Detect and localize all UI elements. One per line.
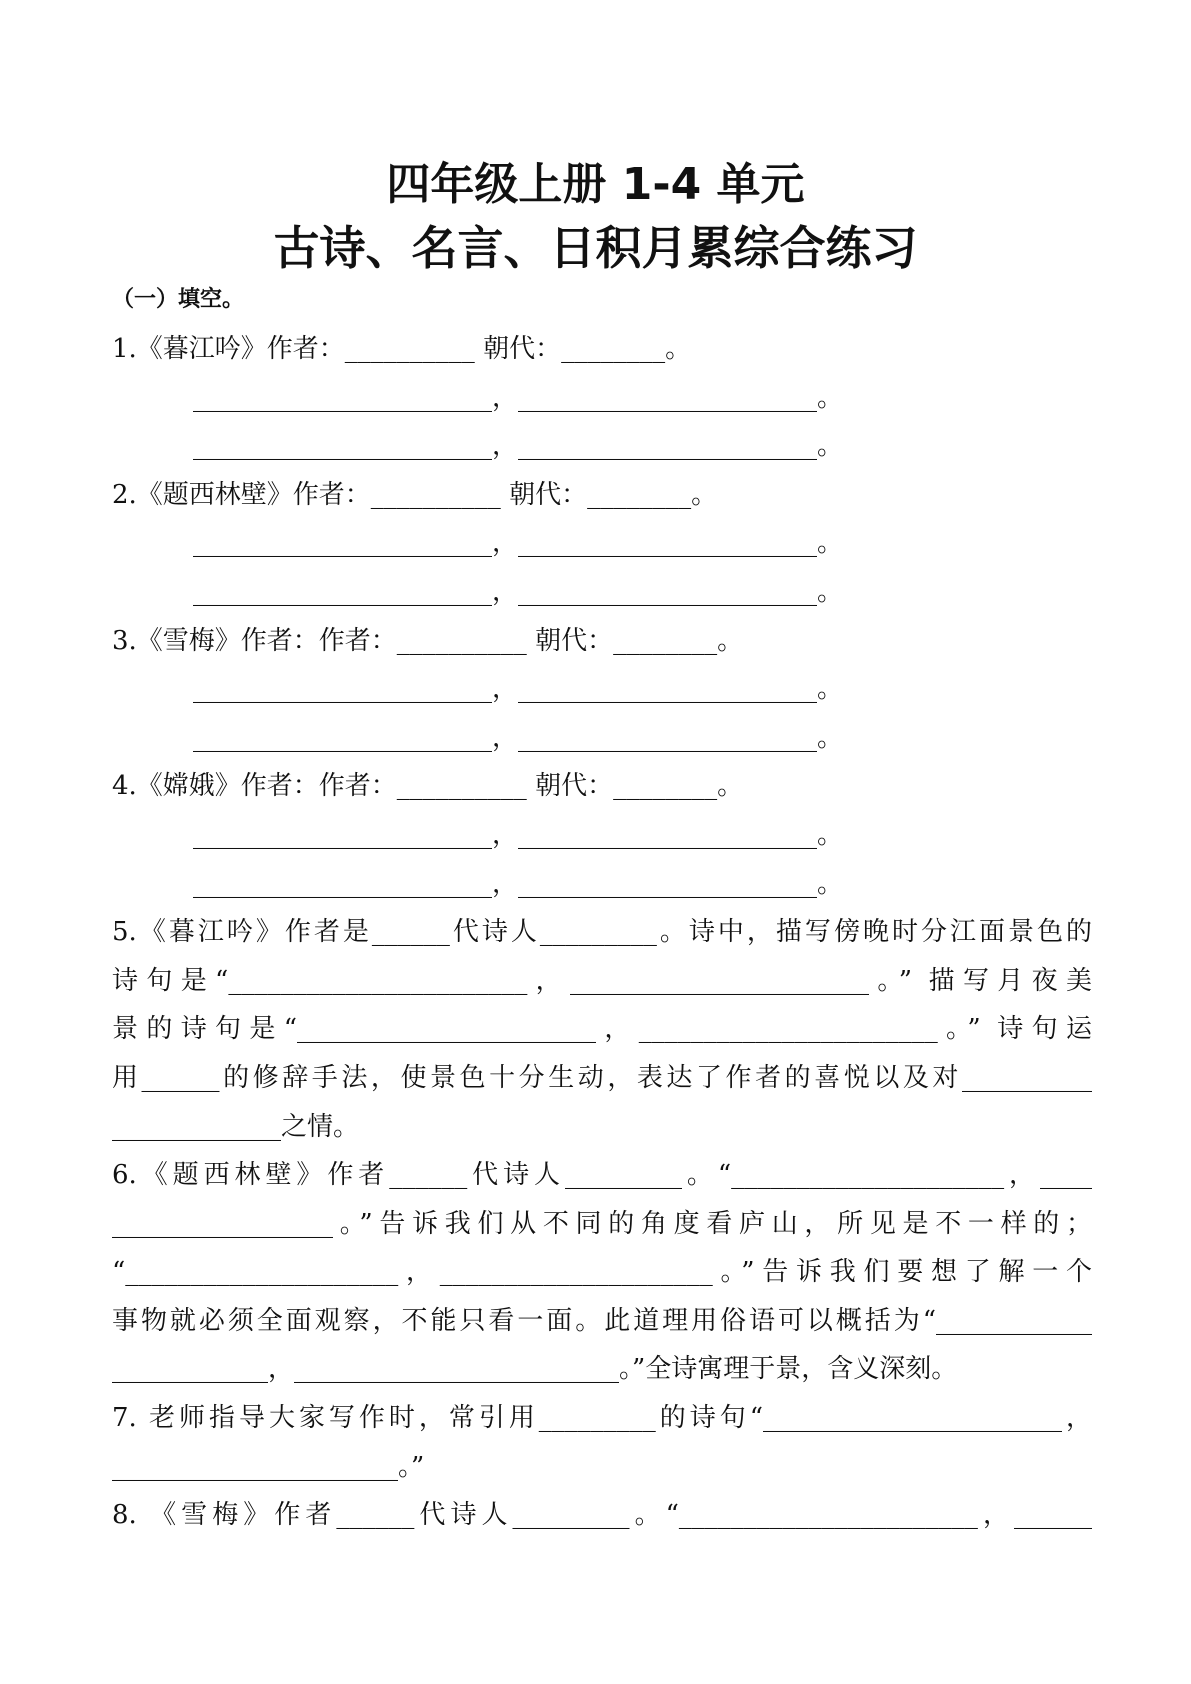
- question-header: 1.《暮江吟》作者：__________ 朝代：________。: [112, 334, 692, 364]
- question-line: 7. 老师指导大家写作时，常引用_________的诗句“_______________________，: [112, 1403, 1092, 1434]
- exercise-body: [112, 325, 1092, 1540]
- answer-row: _______________________，_______________________。: [193, 722, 843, 753]
- question-line: 8. 《雪梅》作者______代诗人_________。“_______________________，______: [112, 1500, 1092, 1531]
- answer-row: _______________________，_______________________。: [193, 431, 843, 462]
- question-line: ______________________。”: [112, 1451, 425, 1482]
- title-line-2: 古诗、名言、日积月累综合练习: [273, 221, 918, 275]
- answer-row: _______________________，_______________________。: [193, 819, 843, 850]
- answer-row: _______________________，_______________________。: [193, 382, 843, 413]
- answer-row: _______________________，_______________________。: [193, 528, 843, 559]
- answer-row: _______________________，_______________________。: [193, 576, 843, 607]
- answer-row: _______________________，_______________________。: [193, 868, 843, 899]
- question-header: 4.《嫦娥》作者：作者：__________ 朝代：________。: [112, 771, 744, 802]
- section-heading: （一）填空。: [112, 287, 245, 312]
- question-line: 诗句是“_______________________，_______________________。” 描写月夜美: [112, 965, 1092, 996]
- answer-row: _______________________，_______________________。: [193, 674, 843, 705]
- question-line: 6.《题西林壁》作者______代诗人_________。“_____________________，____: [112, 1160, 1092, 1191]
- question-line: ____________，_________________________。”全诗寓理于景，含义深刻。: [112, 1354, 958, 1385]
- question-line: 景的诗句是“_______________________，_______________________。” 诗句运: [112, 1014, 1092, 1045]
- question-line: 用______的修辞手法，使景色十分生动，表达了作者的喜悦以及对__________: [112, 1062, 1092, 1093]
- question-line: 5.《暮江吟》作者是______代诗人_________。诗中，描写傍晚时分江面景色的: [112, 917, 1092, 948]
- title-line-1: 四年级上册 1-4 单元: [386, 159, 805, 210]
- question-line: _________________。”告诉我们从不同的角度看庐山，所见是不一样的；: [112, 1208, 1092, 1239]
- question-line: “_____________________，_____________________。”告诉我们要想了解一个: [112, 1257, 1092, 1288]
- question-line: 事物就必须全面观察，不能只看一面。此道理用俗语可以概括为“____________: [112, 1305, 1092, 1336]
- question-line: _____________之情。: [112, 1111, 360, 1142]
- question-header: 2.《题西林壁》作者：__________ 朝代：________。: [112, 479, 718, 510]
- question-header: 3.《雪梅》作者：作者：__________ 朝代：________。: [112, 625, 744, 656]
